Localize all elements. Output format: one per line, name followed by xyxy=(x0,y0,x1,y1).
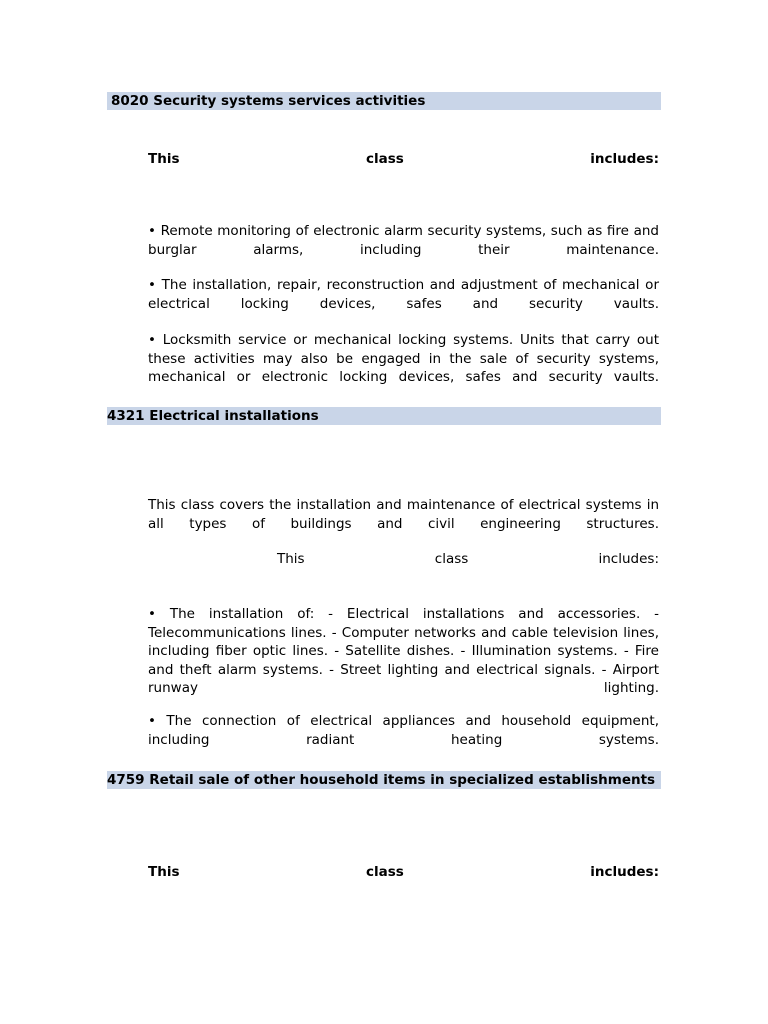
includes-label-4321: This class includes: xyxy=(277,551,659,567)
list-item-4321-1: • The installation of: - Electrical installations and accessories. - Telecommunications lines. - Computer networks and cable television lines, including fiber optic lines. - Satellite dishes. - Illumination systems. - Fire and theft alarm systems. - Street lighting and electrical signals. - Airport runway lighting. xyxy=(148,606,659,696)
includes-label-4759: This class includes: xyxy=(148,864,659,880)
section-heading-4321: 4321 Electrical installations xyxy=(107,407,661,425)
list-item-8020-2: • The installation, repair, reconstruction and adjustment of mechanical or electrical locking devices, safes and security vaults. xyxy=(148,277,659,312)
section-heading-4759: 4759 Retail sale of other household items in specialized establishments xyxy=(107,771,661,789)
description-4321: This class covers the installation and maintenance of electrical systems in all types of buildings and civil engineering structures. xyxy=(148,497,659,532)
section-heading-8020: 8020 Security systems services activities xyxy=(107,92,661,110)
list-item-8020-3: • Locksmith service or mechanical locking systems. Units that carry out these activities may also be engaged in the sale of security systems, mechanical or electronic locking devices, safes and security vaults. xyxy=(148,332,659,385)
list-item-4321-2: • The connection of electrical appliances and household equipment, including radiant heating systems. xyxy=(148,713,659,748)
includes-label-8020: This class includes: xyxy=(148,151,659,167)
list-item-8020-1: • Remote monitoring of electronic alarm security systems, such as fire and burglar alarms, including their maintenance. xyxy=(148,223,659,258)
